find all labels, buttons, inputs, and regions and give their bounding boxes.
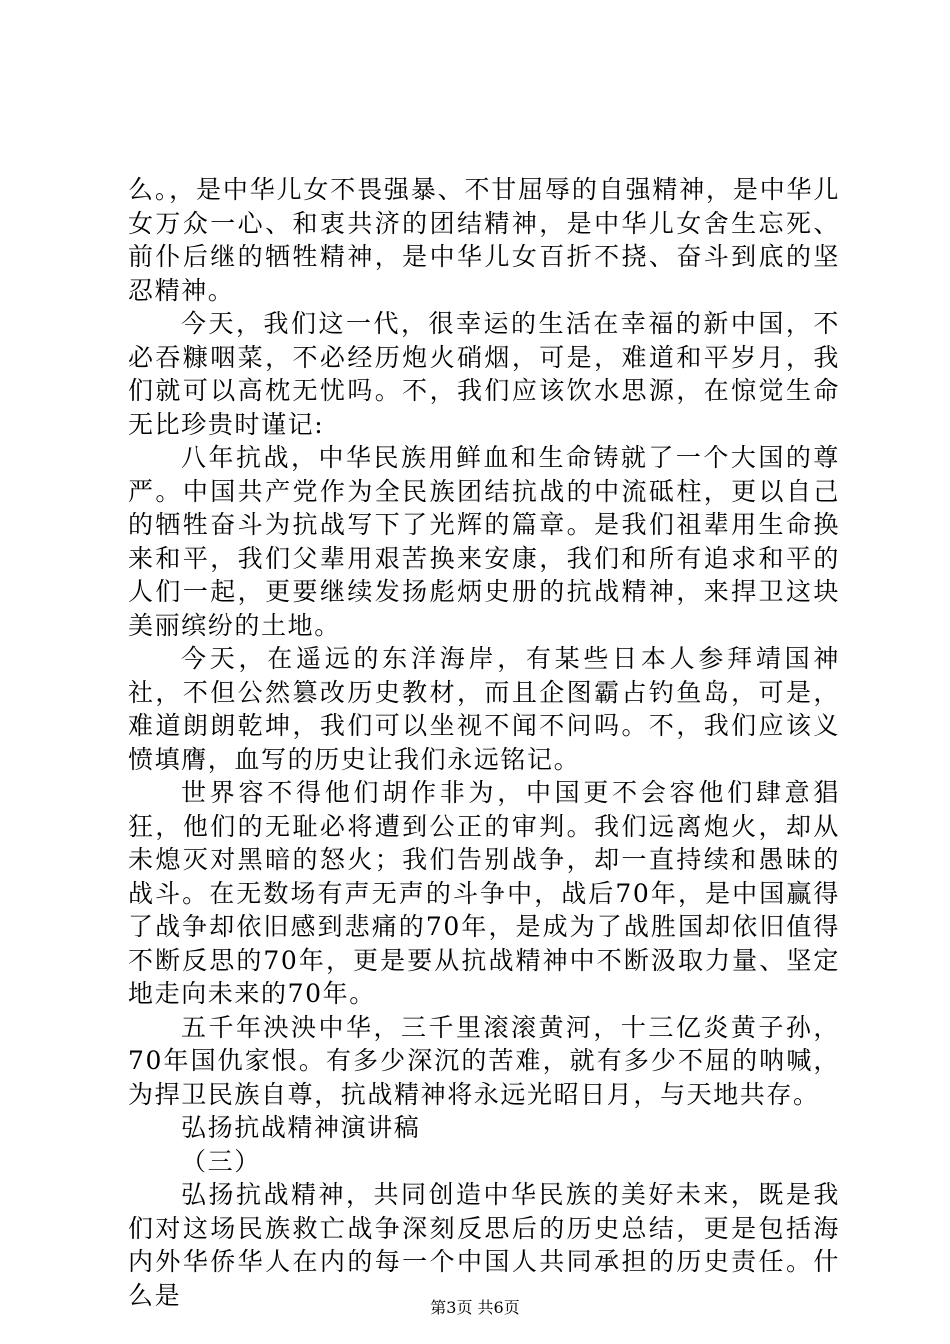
paragraph: 弘扬抗战精神，共同创造中华民族的美好未来，既是我们对这场民族救亡战争深刻反思后的历史总结，更是包括海内外华侨华人在内的每一个中国人共同承担的历史责任。什么是 xyxy=(128,1180,840,1310)
paragraph: 八年抗战，中华民族用鲜血和生命铸就了一个大国的尊严。中国共产党作为全民族团结抗战的中流砥柱，更以自己的牺牲奋斗为抗战写下了光辉的篇章。是我们祖辈用生命换来和平，我们父辈用艰苦换来安康，我们和所有追求和平的人们一起，更要继续发扬彪炳史册的抗战精神，来捍卫这块美丽缤纷的土地。 xyxy=(128,443,840,640)
page-footer: 第3页 共6页 xyxy=(430,1298,520,1317)
paragraph: 今天，在遥远的东洋海岸，有某些日本人参拜靖国神社，不但公然篡改历史教材，而且企图霸占钓鱼岛，可是，难道朗朗乾坤，我们可以坐视不闻不问吗。不，我们应该义愤填膺，血写的历史让我们永远铭记。 xyxy=(128,644,840,774)
paragraph: 五千年泱泱中华，三千里滚滚黄河，十三亿炎黄子孙，70年国仇家恨。有多少深沉的苦难，就有多少不屈的呐喊，为捍卫民族自尊，抗战精神将永远光昭日月，与天地共存。 xyxy=(128,1012,840,1109)
paragraph: 世界容不得他们胡作非为，中国更不会容他们肆意猖狂，他们的无耻必将遭到公正的审判。我们远离炮火，却从未熄灭对黑暗的怒火；我们告别战争，却一直持续和愚昧的战斗。在无数场有声无声的斗争中，战后70年，是中国赢得了战争却依旧感到悲痛的70年，是成为了战胜国却依旧值得不断反思的70年，更是要从抗战精神中不断汲取力量、坚定地走向未来的70年。 xyxy=(128,778,840,1008)
document-body xyxy=(128,173,840,1312)
section-number: （三） xyxy=(181,1146,261,1176)
paragraph: 今天，我们这一代，很幸运的生活在幸福的新中国，不必吞糠咽菜，不必经历炮火硝烟，可是，难道和平岁月，我们就可以高枕无忧吗。不，我们应该饮水思源，在惊觉生命无比珍贵时谨记: xyxy=(128,309,840,439)
paragraph-continuation: 么。，是中华儿女不畏强暴、不甘屈辱的自强精神，是中华儿女万众一心、和衷共济的团结精神，是中华儿女舍生忘死、前仆后继的牺牲精神，是中华儿女百折不挠、奋斗到底的坚忍精神。 xyxy=(128,175,840,305)
section-heading: 弘扬抗战精神演讲稿 xyxy=(181,1113,421,1142)
